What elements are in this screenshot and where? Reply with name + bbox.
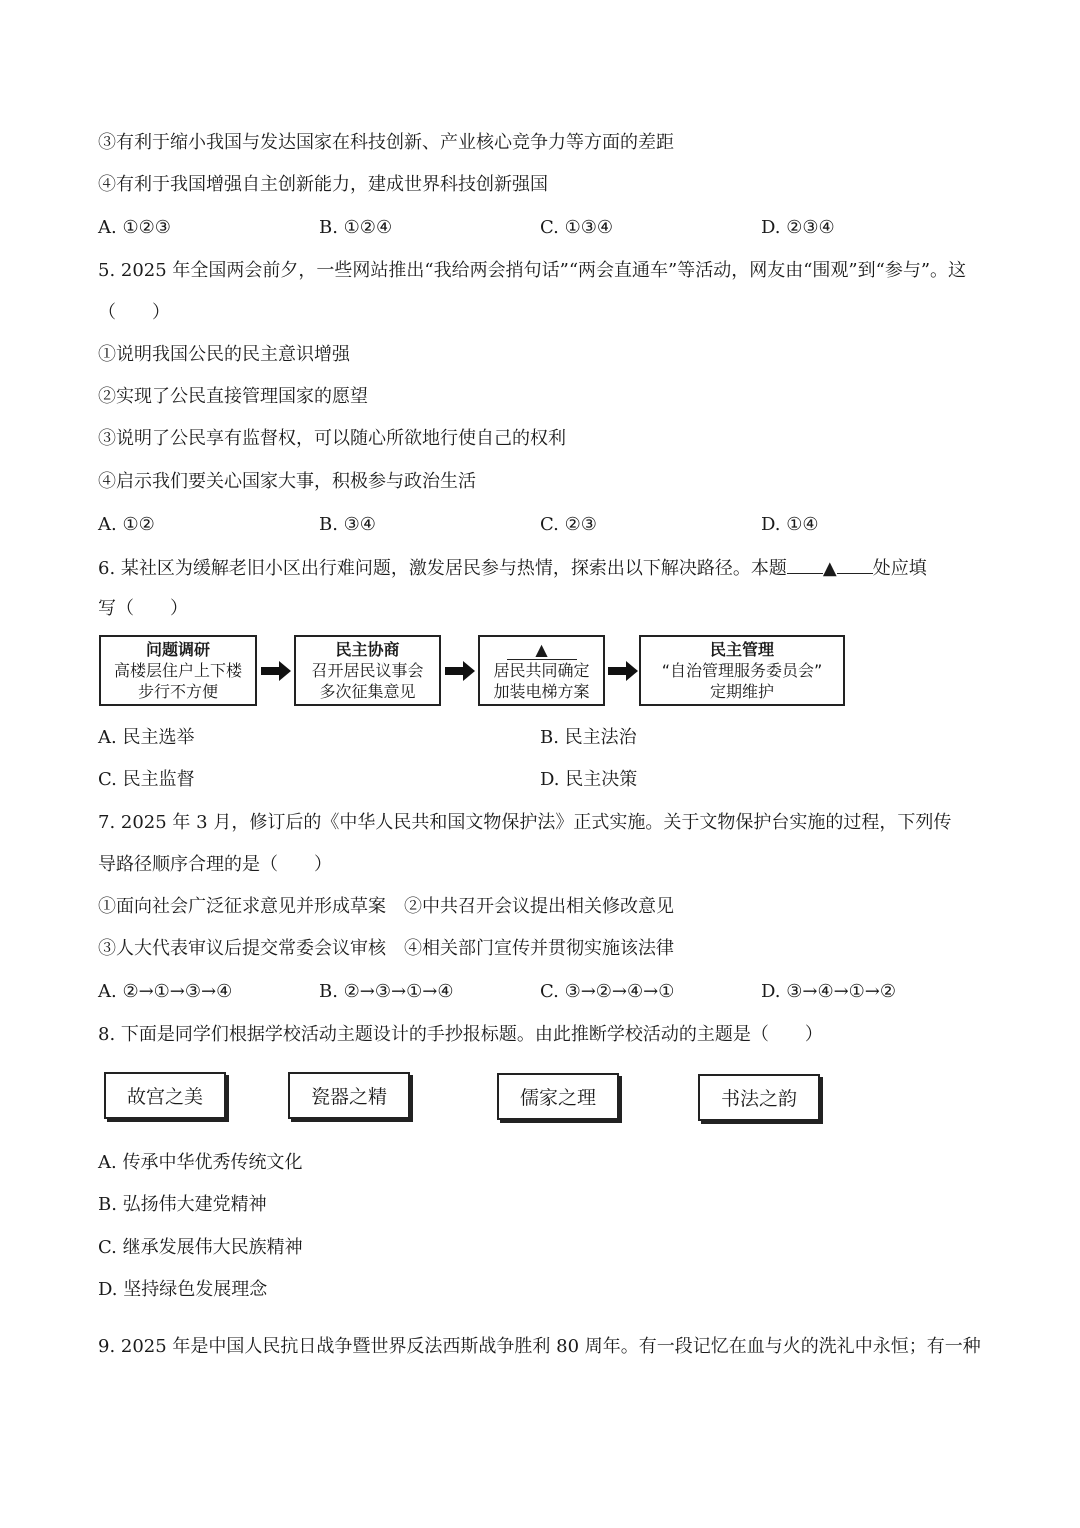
q6-blank-left bbox=[787, 555, 823, 574]
flow-box-consult bbox=[294, 635, 441, 706]
q5-option-a: A. ①② bbox=[98, 514, 155, 535]
q7-option-d: D. ③→④→①→② bbox=[761, 981, 897, 1002]
flow-box-line2: 加装电梯方案 bbox=[493, 682, 590, 701]
q5-stem: 5. 2025 年全国两会前夕，一些网站推出“我给两会捎句话”“两会直通车”等活动，网友由“围观”到“参与”。这 bbox=[98, 260, 967, 281]
q6-option-a: A. 民主选举 bbox=[98, 727, 195, 748]
poster-title-box: 瓷器之精 bbox=[288, 1072, 410, 1119]
q5-statement-3: ③说明了公民享有监督权，可以随心所欲地行使自己的权利 bbox=[98, 428, 566, 449]
flow-box-blank bbox=[478, 635, 605, 706]
q7-option-c: C. ③→②→④→① bbox=[540, 981, 675, 1002]
q7-option-b: B. ②→③→①→④ bbox=[319, 981, 454, 1002]
flow-box-line1: 居民共同确定 bbox=[493, 661, 590, 680]
q5-stem-bracket: （ ） bbox=[98, 302, 170, 323]
q6-option-c: C. 民主监督 bbox=[98, 769, 195, 790]
poster-title-box: 书法之韵 bbox=[698, 1074, 820, 1121]
flow-box-line2: 步行不方便 bbox=[137, 682, 218, 701]
q7-statements-34: ③人大代表审议后提交常委会议审核 ④相关部门宣传并贯彻实施该法律 bbox=[98, 938, 674, 959]
q7-statements-12: ①面向社会广泛征求意见并形成草案 ②中共召开会议提出相关修改意见 bbox=[98, 896, 674, 917]
q6-blank-right bbox=[837, 555, 873, 574]
q6-option-d: D. 民主决策 bbox=[540, 769, 638, 790]
q6-stem-part2: 处应填 bbox=[872, 558, 927, 579]
q6-stem-part1: 6. 某社区为缓解老旧小区出行难问题，激发居民参与热情，探索出以下解决路径。本题 bbox=[98, 558, 787, 579]
q5-statement-1: ①说明我国公民的民主意识增强 bbox=[98, 344, 350, 365]
q8-option-a: A. 传承中华优秀传统文化 bbox=[98, 1152, 303, 1173]
q8-option-c: C. 继承发展伟大民族精神 bbox=[98, 1237, 303, 1258]
statement-4: ④有利于我国增强自主创新能力，建成世界科技创新强国 bbox=[98, 174, 548, 195]
q7-option-a: A. ②→①→③→④ bbox=[98, 981, 233, 1002]
option-d: D. ②③④ bbox=[761, 217, 835, 238]
poster-title-box: 故宫之美 bbox=[104, 1072, 226, 1119]
q6-stem bbox=[98, 555, 927, 581]
flow-box-blank-title: ▲ bbox=[507, 641, 577, 660]
flow-box-title: 问题调研 bbox=[145, 640, 210, 659]
q5-option-c: C. ②③ bbox=[540, 514, 597, 535]
flow-box-title: 民主管理 bbox=[709, 640, 774, 659]
q9-stem: 9. 2025 年是中国人民抗日战争暨世界反法西斯战争胜利 80 周年。有一段记忆在血与火的洗礼中永恒；有一种 bbox=[98, 1336, 981, 1357]
poster-title-box: 儒家之理 bbox=[497, 1073, 619, 1120]
statement-3: ③有利于缩小我国与发达国家在科技创新、产业核心竞争力等方面的差距 bbox=[98, 132, 674, 153]
q6-blank-mark: ▲ bbox=[822, 558, 837, 579]
flow-box-line2: 多次征集意见 bbox=[319, 682, 416, 701]
q8-stem: 8. 下面是同学们根据学校活动主题设计的手抄报标题。由此推断学校活动的主题是（ ） bbox=[98, 1024, 823, 1045]
flow-box-survey bbox=[99, 635, 257, 706]
q8-option-d: D. 坚持绿色发展理念 bbox=[98, 1279, 268, 1300]
option-a: A. ①②③ bbox=[98, 217, 171, 238]
q5-statement-2: ②实现了公民直接管理国家的愿望 bbox=[98, 386, 368, 407]
q5-option-b: B. ③④ bbox=[319, 514, 376, 535]
flow-box-line1: 高楼层住户上下楼 bbox=[113, 661, 242, 680]
option-c: C. ①③④ bbox=[540, 217, 613, 238]
option-b: B. ①②④ bbox=[319, 217, 393, 238]
flow-box-manage bbox=[639, 635, 845, 706]
flow-box-line1: 召开居民议事会 bbox=[311, 661, 424, 680]
q7-stem: 7. 2025 年 3 月，修订后的《中华人民共和国文物保护法》正式实施。关于文物保护台实施的过程，下列传 bbox=[98, 812, 952, 833]
q5-statement-4: ④启示我们要关心国家大事，积极参与政治生活 bbox=[98, 471, 476, 492]
right-arrow-icon bbox=[608, 661, 638, 681]
right-arrow-icon bbox=[261, 661, 291, 681]
q5-option-d: D. ①④ bbox=[761, 514, 819, 535]
q6-stem-bracket: 写（ ） bbox=[98, 598, 188, 619]
q8-option-b: B. 弘扬伟大建党精神 bbox=[98, 1194, 267, 1215]
right-arrow-icon bbox=[445, 661, 475, 681]
flow-box-title: 民主协商 bbox=[335, 640, 400, 659]
flow-box-line2: 定期维护 bbox=[709, 682, 774, 701]
q6-option-b: B. 民主法治 bbox=[540, 727, 637, 748]
flow-box-line1: “自治管理服务委员会” bbox=[661, 661, 823, 680]
q7-stem-line2: 导路径顺序合理的是（ ） bbox=[98, 854, 332, 875]
